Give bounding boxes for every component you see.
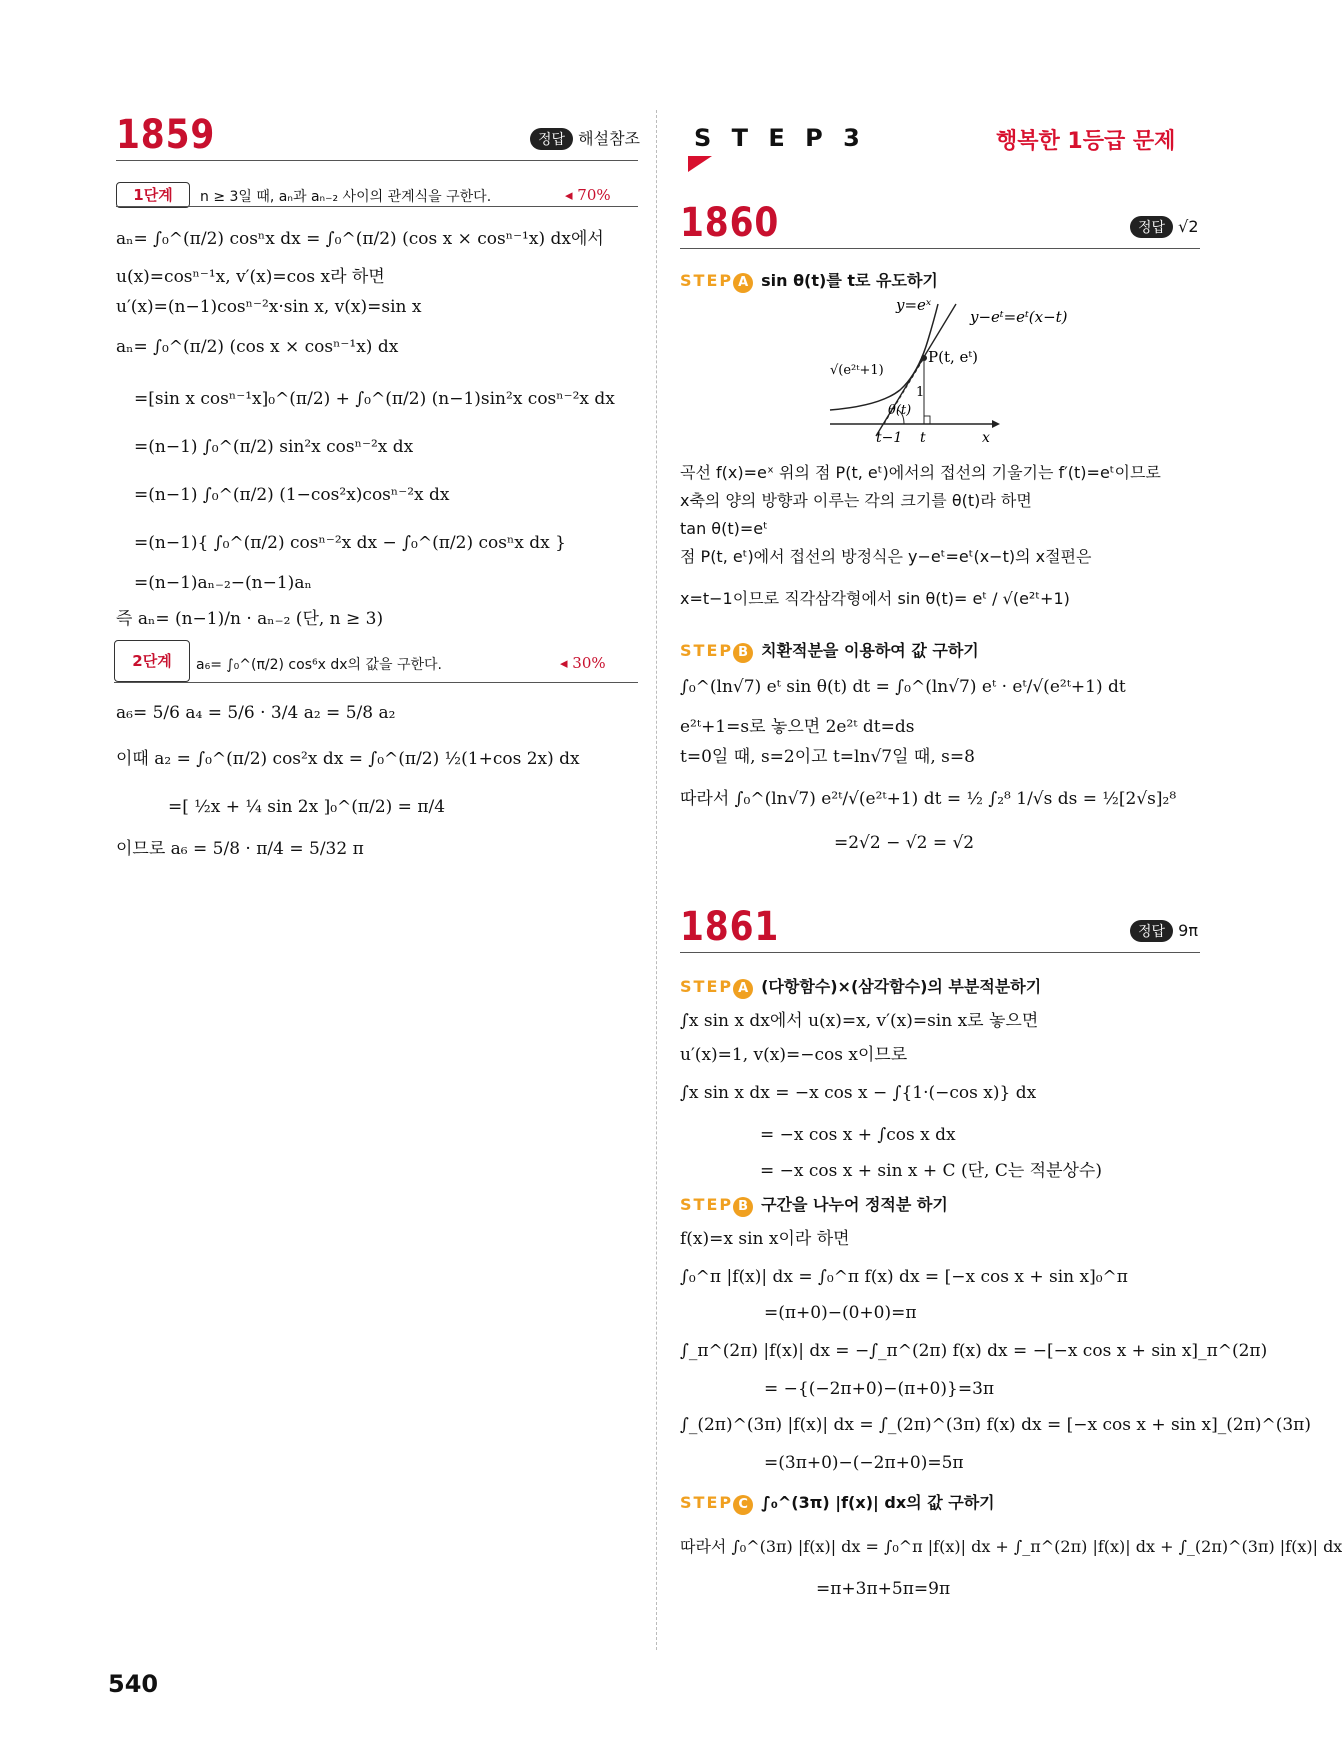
answer-1861 (1130, 920, 1198, 942)
sol1861-a-line-1: ∫x sin x dx에서 u(x)=x, v′(x)=sin x로 놓으면 (680, 1011, 1039, 1031)
step-word: STEP (680, 977, 734, 996)
stage2-rule (114, 682, 638, 683)
sol1860-a-line-5: x=t−1이므로 직각삼각형에서 sin θ(t)= eᵗ / √(e²ᵗ+1) (680, 589, 1070, 608)
step-b-1861 (680, 1192, 948, 1217)
step-letter: A (733, 273, 753, 293)
x-tick-t: t (920, 430, 926, 446)
sol1859-line-5: =[sin x cosⁿ⁻¹x]₀^(π/2) + ∫₀^(π/2) (n−1)sin²x cosⁿ⁻²x dx (134, 389, 615, 409)
sol1859-line-12: 이때 a₂ = ∫₀^(π/2) cos²x dx = ∫₀^(π/2) ½(1+cos 2x) dx (116, 749, 580, 769)
curve-label: y=eˣ (896, 296, 932, 314)
right-angle-mark (924, 416, 930, 424)
step-a-1861 (680, 974, 1041, 999)
step-word: STEP (680, 1493, 734, 1512)
sol1860-b-line-4: 따라서 ∫₀^(ln√7) e²ᵗ/√(e²ᵗ+1) dt = ½ ∫₂⁸ 1/√s ds = ½[2√s]₂⁸ (680, 789, 1177, 809)
step-word: STEP (680, 1195, 734, 1214)
step-letter: B (733, 1197, 753, 1217)
point-label: P(t, eᵗ) (928, 348, 978, 366)
sol1861-b-line-3: =(π+0)−(0+0)=π (764, 1303, 917, 1323)
sol1859-line-11: a₆= 5/6 a₄ = 5/6 · 3/4 a₂ = 5/8 a₂ (116, 703, 396, 723)
step-letter: C (733, 1495, 753, 1515)
header-rule-1861 (680, 952, 1200, 953)
hyp-label: √(e²ᵗ+1) (830, 363, 884, 378)
sol1861-c-line-2: =π+3π+5π=9π (816, 1579, 951, 1599)
one-label: 1 (916, 385, 925, 400)
sol1861-b-line-4: ∫_π^(2π) |f(x)| dx = −∫_π^(2π) f(x) dx = −[−x cos x + sin x]_π^(2π) (680, 1341, 1268, 1361)
answer-1860 (1130, 216, 1199, 238)
tangent-graph (820, 296, 1100, 446)
sol1860-a-line-3: tan θ(t)=eᵗ (680, 519, 768, 538)
sol1860-b-line-1: ∫₀^(ln√7) eᵗ sin θ(t) dt = ∫₀^(ln√7) eᵗ · eᵗ/√(e²ᵗ+1) dt (680, 677, 1126, 697)
sol1861-c-line-1: 따라서 ∫₀^(3π) |f(x)| dx = ∫₀^π |f(x)| dx + ∫_π^(2π) |f(x)| dx + ∫_(2π)^(3π) |f(x)| dx (680, 1537, 1342, 1556)
angle-label: θ(t) (888, 403, 912, 418)
step-title: 구간을 나누어 정적분 하기 (761, 1195, 948, 1214)
step-letter: A (733, 979, 753, 999)
answer-value: √2 (1178, 217, 1199, 236)
step-a-1860 (680, 268, 938, 293)
step-word: STEP (680, 641, 734, 660)
sol1859-line-6: =(n−1) ∫₀^(π/2) sin²x cosⁿ⁻²x dx (134, 437, 414, 457)
step-word: STEP (680, 271, 734, 290)
section-title: 행복한 1등급 문제 (996, 129, 1176, 154)
sol1860-a-line-1: 곡선 f(x)=eˣ 위의 점 P(t, eᵗ)에서의 접선의 기울기는 f′(t)=eᵗ이므로 (680, 463, 1161, 482)
sol1861-a-line-4: = −x cos x + ∫cos x dx (760, 1125, 956, 1145)
sol1859-line-2: u(x)=cosⁿ⁻¹x, v′(x)=cos x라 하면 (116, 267, 385, 287)
sol1859-line-1: aₙ= ∫₀^(π/2) cosⁿx dx = ∫₀^(π/2) (cos x × cosⁿ⁻¹x) dx에서 (116, 229, 604, 249)
x-axis-arrow (992, 420, 1000, 428)
sol1859-line-14: 이므로 a₆ = 5/8 · π/4 = 5/32 π (116, 839, 364, 859)
stage2-desc: a₆= ∫₀^(π/2) cos⁶x dx의 값을 구한다. (196, 657, 443, 673)
sol1860-b-line-2: e²ᵗ+1=s로 놓으면 2e²ᵗ dt=ds (680, 717, 915, 737)
answer-badge: 정답 (1130, 216, 1173, 238)
sol1859-line-7: =(n−1) ∫₀^(π/2) (1−cos²x)cosⁿ⁻²x dx (134, 485, 450, 505)
step-b-1860 (680, 638, 979, 663)
sol1860-a-line-2: x축의 양의 방향과 이루는 각의 크기를 θ(t)라 하면 (680, 491, 1032, 510)
problem-number-1860: 1860 (680, 200, 780, 246)
sol1860-a-line-4: 점 P(t, eᵗ)에서 접선의 방정식은 y−eᵗ=eᵗ(x−t)의 x절편은 (680, 547, 1092, 566)
problem-number-1861: 1861 (680, 904, 780, 950)
column-divider (656, 110, 657, 1650)
step-title: 치환적분을 이용하여 값 구하기 (761, 641, 979, 660)
problem-number-1859: 1859 (116, 112, 216, 158)
stage1-label: 1단계 (116, 182, 190, 208)
stage2-label: 2단계 (114, 640, 190, 682)
step3-label: S T E P 3 (694, 124, 866, 152)
step-title: sin θ(t)를 t로 유도하기 (761, 271, 938, 290)
x-tick-t-minus-1: t−1 (876, 430, 903, 446)
point-p (921, 355, 927, 361)
stage1-desc: n ≥ 3일 때, aₙ과 aₙ₋₂ 사이의 관계식을 구한다. (200, 189, 492, 205)
sol1861-b-line-2: ∫₀^π |f(x)| dx = ∫₀^π f(x) dx = [−x cos x + sin x]₀^π (680, 1267, 1128, 1287)
header-rule-1860 (680, 248, 1200, 249)
page-number: 540 (108, 1670, 159, 1698)
sol1861-a-line-2: u′(x)=1, v(x)=−cos x이므로 (680, 1045, 908, 1065)
sol1861-a-line-3: ∫x sin x dx = −x cos x − ∫{1·(−cos x)} dx (680, 1083, 1037, 1103)
sol1861-a-line-5: = −x cos x + sin x + C (단, C는 적분상수) (760, 1161, 1102, 1181)
step-title: (다항함수)×(삼각함수)의 부분적분하기 (761, 977, 1042, 996)
sol1861-b-line-6: ∫_(2π)^(3π) |f(x)| dx = ∫_(2π)^(3π) f(x) dx = [−x cos x + sin x]_(2π)^(3π) (680, 1415, 1311, 1435)
stage1-percent: ◂ 70% (565, 186, 611, 204)
sol1859-line-3: u′(x)=(n−1)cosⁿ⁻²x·sin x, v(x)=sin x (116, 297, 422, 317)
answer-1859 (530, 126, 640, 150)
answer-badge: 정답 (530, 128, 573, 150)
sol1860-b-line-3: t=0일 때, s=2이고 t=ln√7일 때, s=8 (680, 747, 975, 767)
sol1860-b-line-5: =2√2 − √2 = √2 (834, 833, 975, 853)
sol1859-line-4: aₙ= ∫₀^(π/2) (cos x × cosⁿ⁻¹x) dx (116, 337, 399, 357)
step3-flag (688, 156, 712, 172)
sol1859-line-8: =(n−1){ ∫₀^(π/2) cosⁿ⁻²x dx − ∫₀^(π/2) cosⁿx dx } (134, 533, 566, 553)
sol1861-b-line-1: f(x)=x sin x이라 하면 (680, 1229, 850, 1249)
stage1-rule (116, 206, 638, 207)
step-title: ∫₀^(3π) |f(x)| dx의 값 구하기 (761, 1493, 995, 1512)
sol1859-line-9: =(n−1)aₙ₋₂−(n−1)aₙ (134, 573, 312, 593)
sol1859-line-13: =[ ½x + ¼ sin 2x ]₀^(π/2) = π/4 (168, 797, 446, 817)
header-rule-1859 (116, 160, 638, 161)
step-c-1861 (680, 1490, 995, 1515)
tangent-label: y−eᵗ=eᵗ(x−t) (970, 308, 1068, 326)
answer-value: 9π (1178, 921, 1198, 940)
sol1861-b-line-7: =(3π+0)−(−2π+0)=5π (764, 1453, 964, 1473)
step-letter: B (733, 643, 753, 663)
answer-badge: 정답 (1130, 920, 1173, 942)
sol1861-b-line-5: = −{(−2π+0)−(π+0)}=3π (764, 1379, 995, 1399)
answer-value: 해설참조 (578, 129, 640, 148)
stage2-percent: ◂ 30% (560, 654, 606, 672)
axis-label-x: x (982, 430, 990, 446)
sol1859-line-10: 즉 aₙ= (n−1)/n · aₙ₋₂ (단, n ≥ 3) (116, 609, 384, 629)
